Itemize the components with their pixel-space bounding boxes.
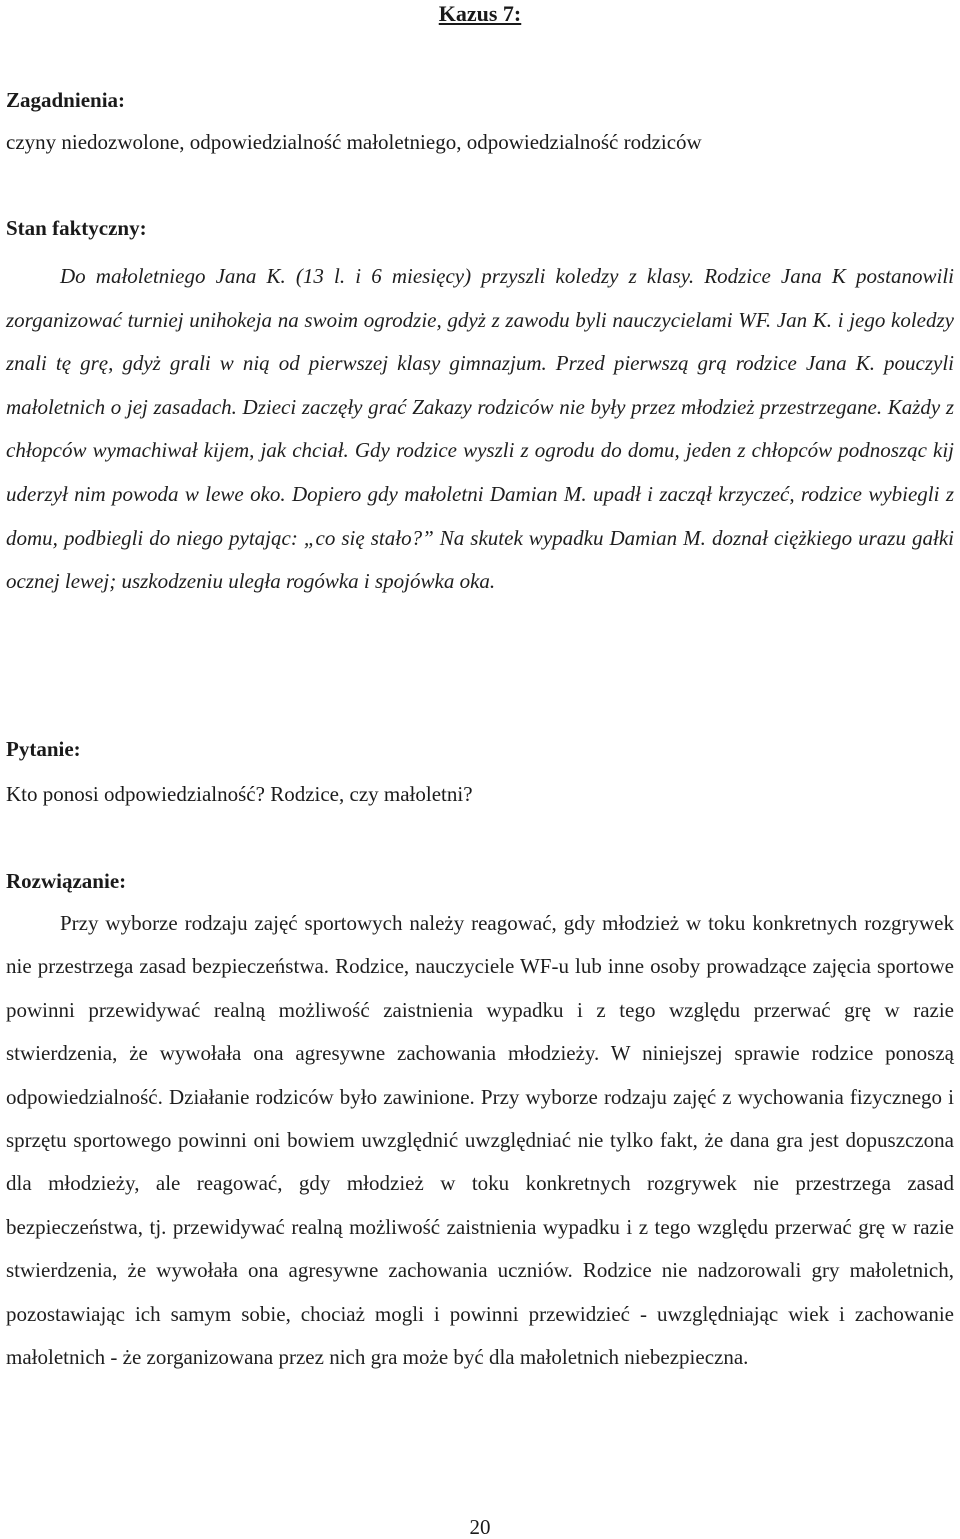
- page-number: 20: [469, 1515, 491, 1539]
- issues-text: czyny niedozwolone, odpowiedzialność małoletniego, odpowiedzialność rodziców: [6, 130, 702, 154]
- facts-heading: Stan faktyczny:: [6, 216, 147, 240]
- issues-heading: Zagadnienia:: [6, 88, 126, 112]
- solution-paragraph: Przy wyborze rodzaju zajęć sportowych należy reagować, gdy młodzież w toku konkretnych rozgrywek nie przestrzega zasad bezpieczeństwa. Rodzice, nauczyciele WF-u lub inne osoby prowadzące zajęcia sportowe powinni przewidywać realną możliwość zaistnienia wypadku i z tego względu przerwać grę w razie stwierdzenia, że wywołała ona agresywne zachowania młodzieży. W niniejszej sprawie rodzice ponoszą odpowiedzialność. Działanie rodziców było zawinione. Przy wyborze rodzaju zajęć z wychowania fizycznego i sprzętu sportowego powinni oni bowiem uwzględnić uwzględniać nie tylko fakt, że dana gra jest dopuszczona dla młodzieży, ale reagować, gdy młodzież w toku konkretnych rozgrywek nie przestrzega zasad bezpieczeństwa, tj. przewidywać realną możliwość zaistnienia wypadku i z tego względu przerwać grę w razie stwierdzenia, że wywołała ona agresywne zachowania uczniów. Rodzice nie nadzorowali gry małoletnich, pozostawiając ich samym sobie, chociaż mogli i powinni przewidzieć - uwzględniając wiek i zachowanie małoletnich - że zorganizowana przez nich gra może być dla małoletnich niebezpieczna.: [6, 911, 954, 1370]
- question-text: Kto ponosi odpowiedzialność? Rodzice, czy małoletni?: [6, 782, 473, 806]
- solution-heading: Rozwiązanie:: [6, 869, 127, 893]
- facts-paragraph: Do małoletniego Jana K. (13 l. i 6 miesięcy) przyszli koledzy z klasy. Rodzice Jana K postanowili zorganizować turniej unihokeja na swoim ogrodzie, gdyż z zawodu byli nauczycielami WF. Jan K. i jego koledzy znali tę grę, gdyż grali w nią od pierwszej klasy gimnazjum. Przed pierwszą grą rodzice Jana K. pouczyli małoletnich o jej zasadach. Dzieci zaczęły grać Zakazy rodziców nie były przez młodzież przestrzegane. Każdy z chłopców wymachiwał kijem, jak chciał. Gdy rodzice wyszli z ogrodu do domu, jeden z chłopców podnosząc kij uderzył nim powoda w lewe oko. Dopiero gdy małoletni Damian M. upadł i zaczął krzyczeć, rodzice wybiegli z domu, podbiegli do niego pytając: „co się stało?” Na skutek wypadku Damian M. doznał ciężkiego urazu gałki ocznej lewej; uszkodzeniu uległa rogówka i spojówka oka.: [6, 264, 954, 594]
- question-heading: Pytanie:: [6, 737, 81, 761]
- case-title: Kazus 7:: [438, 1, 522, 26]
